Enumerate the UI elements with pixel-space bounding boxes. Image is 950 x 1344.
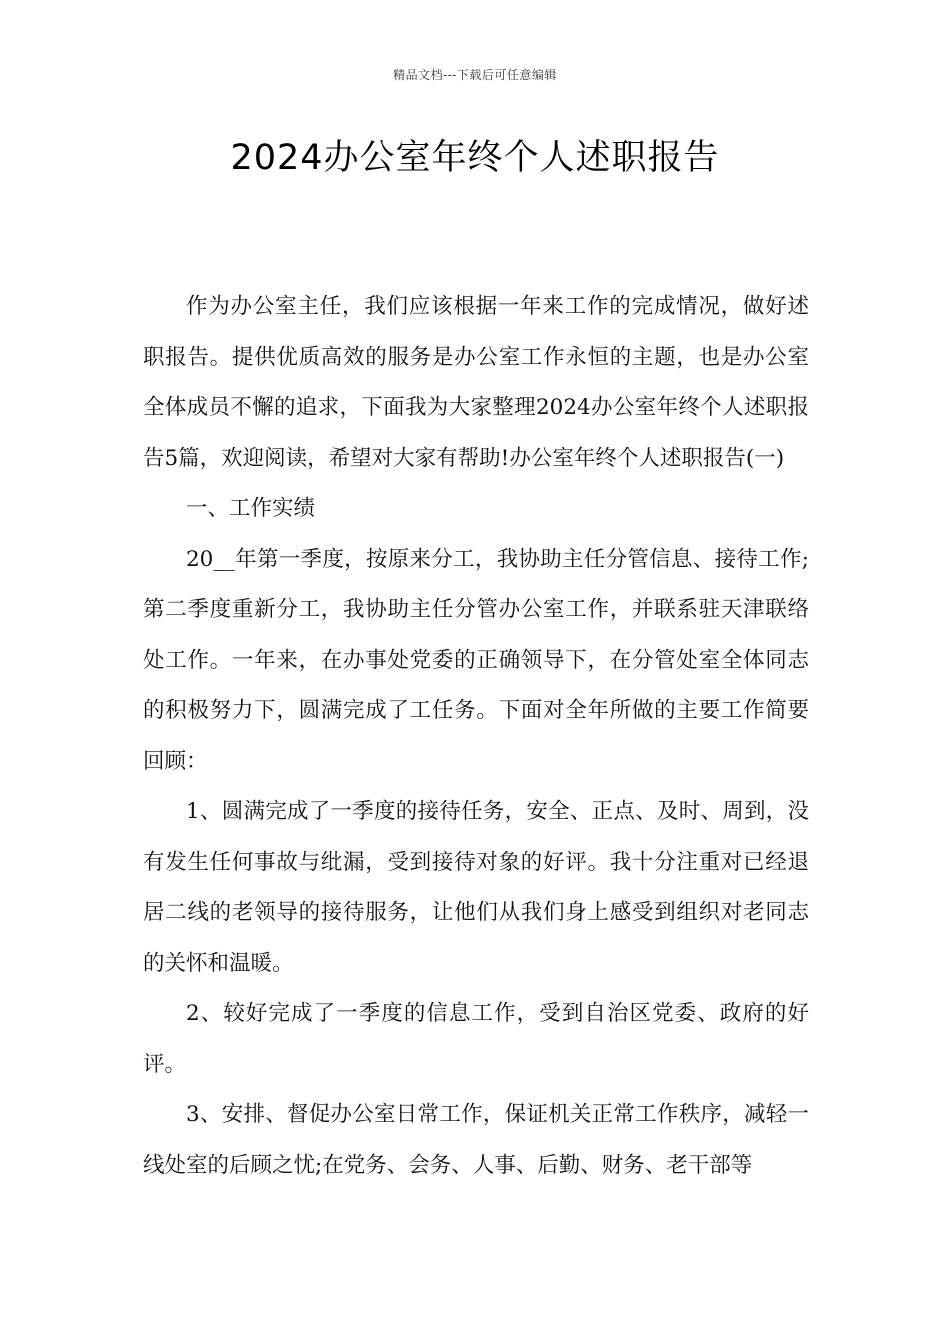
paragraph-item-2: 2、较好完成了一季度的信息工作，受到自治区党委、政府的好评。: [143, 1001, 809, 1077]
paragraph-intro: 作为办公室主任，我们应该根据一年来工作的完成情况，做好述职报告。提供优质高效的服务是办公室工作永恒的主题，也是办公室全体成员不懈的追求，下面我为大家整理2024办公室年终个人述职报告5篇，欢迎阅读，希望对大家有帮助!办公室年终个人述职报告(一): [143, 294, 809, 471]
paragraph-item-1: 1、圆满完成了一季度的接待任务，安全、正点、及时、周到，没有发生任何事故与纰漏，受到接待对象的好评。我十分注重对已经退居二线的老领导的接待服务，让他们从我们身上感受到组织对老同志的关怀和温暖。: [143, 799, 809, 976]
section-heading-work-achievements: 一、工作实绩: [186, 496, 316, 521]
document-title: 2024办公室年终个人述职报告: [230, 138, 720, 178]
paragraph-overview: 20__年第一季度，按原来分工，我协助主任分管信息、接待工作;第二季度重新分工，我协助主任分管办公室工作，并联系驻天津联络处工作。一年来，在办事处党委的正确领导下，在分管处室全体同志的积极努力下，圆满完成了工任务。下面对全年所做的主要工作简要回顾：: [143, 546, 809, 774]
header-note: 精品文档---下载后可任意编辑: [393, 68, 557, 82]
document-body: [143, 282, 809, 1191]
paragraph-item-3: 3、安排、督促办公室日常工作，保证机关正常工作秩序，减轻一线处室的后顾之忧;在党务、会务、人事、后勤、财务、老干部等: [143, 1102, 809, 1178]
